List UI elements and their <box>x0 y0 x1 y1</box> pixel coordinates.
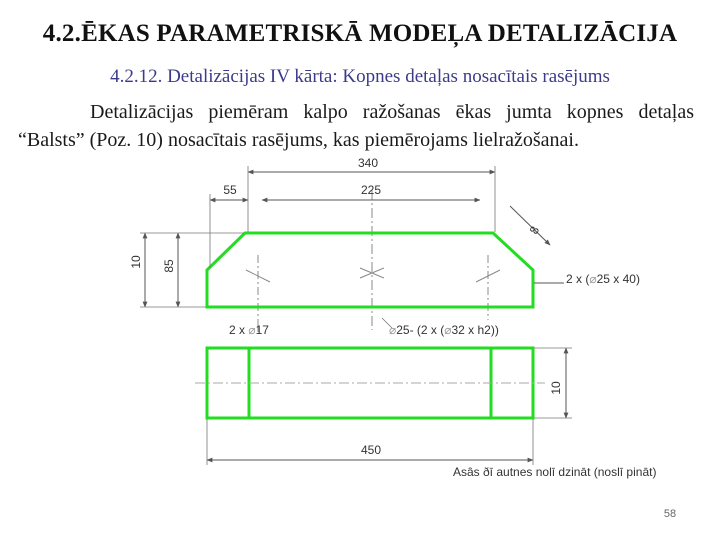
dim-left-holes <box>229 320 269 337</box>
center-hole-label: ⌀25- (2 x (⌀32 x h2)) <box>389 323 499 337</box>
dim-center-hole <box>382 318 499 337</box>
top-view <box>207 190 533 330</box>
dim-height-a-label: 10 <box>129 255 143 269</box>
front-view <box>195 348 545 418</box>
dim-left-heights <box>129 233 244 307</box>
dim-top-inner <box>262 183 480 200</box>
dim-front-height-label: 10 <box>549 381 563 395</box>
holes-left-label: 2 x ⌀17 <box>229 323 269 337</box>
dim-225-label: 225 <box>360 183 382 197</box>
page-number: 58 <box>663 508 677 520</box>
dim-55-label: 55 <box>223 183 237 197</box>
dim-bottom-width <box>207 419 533 465</box>
dim-height-b-label: 85 <box>162 259 176 273</box>
dim-right-holes <box>534 272 640 286</box>
dim-450-label: 450 <box>360 443 382 457</box>
dim-8-label: 8 <box>526 223 543 237</box>
dim-chamfer <box>510 206 550 245</box>
part-outline-top <box>207 233 533 307</box>
dim-340-label: 340 <box>357 156 379 170</box>
slide-title: 4.2.ĒKAS PARAMETRISKĀ MODEĻA DETALIZĀCIJA <box>42 20 678 47</box>
holes-right-label: 2 x (⌀25 x 40) <box>566 272 640 286</box>
dim-left-offset <box>210 183 248 268</box>
edge-note: Asâs ðī autnes nolī dzināt (noslī pināt) <box>453 465 657 479</box>
slide-subtitle: 4.2.12. Detalizācijas IV kārta: Kopnes detaļas nosacītais rasējums <box>110 66 610 87</box>
description-text: Detalizācijas piemēram kalpo ražošanas ēkas jumta kopnes detaļas “Balsts” (Poz. 10) nosacītais rasējums, kas piemērojams lielražošanai. <box>18 101 694 151</box>
